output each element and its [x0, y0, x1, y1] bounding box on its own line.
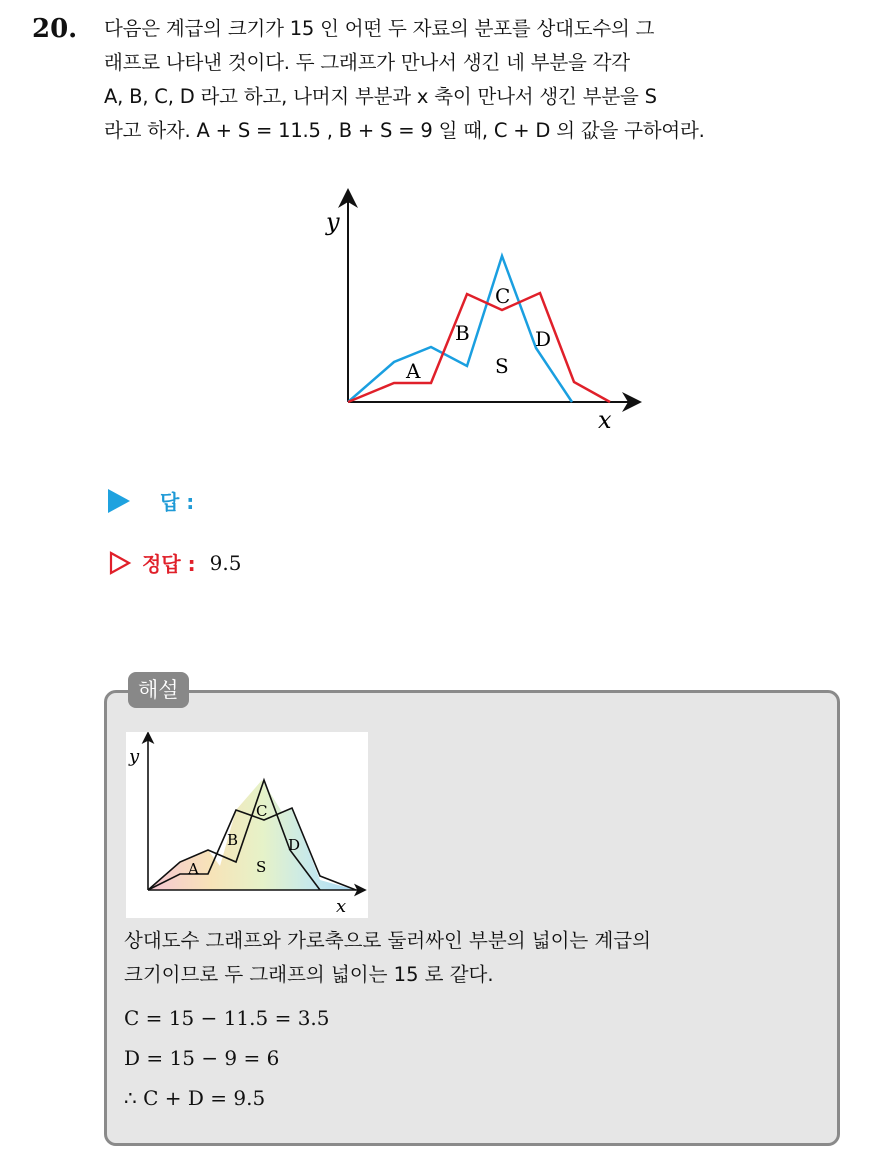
- region-label-s: S: [495, 354, 509, 378]
- x-axis-label: x: [598, 406, 612, 434]
- solution-line: 상대도수 그래프와 가로축으로 둘러싸인 부분의 넓이는 계급의: [124, 929, 651, 952]
- solution-equation-c: C = 15 − 11.5 = 3.5: [124, 1006, 330, 1030]
- solution-region-s: S: [256, 858, 267, 876]
- question-line: 다음은 계급의 크기가 15 인 어떤 두 자료의 분포를 상대도수의 그: [104, 17, 655, 40]
- solution-region-d: D: [288, 836, 301, 854]
- answer-label: 답 :: [160, 490, 195, 514]
- solution-text: [124, 924, 832, 992]
- question-line: 라고 하자. A + S = 11.5 , B + S = 9 일 때, C + D 의 값을 구하여라.: [104, 119, 705, 142]
- solution-equation-result: ∴ C + D = 9.5: [124, 1086, 266, 1110]
- y-axis-label: y: [326, 208, 340, 236]
- solution-region-a: A: [188, 860, 199, 878]
- play-triangle-icon: [108, 489, 130, 513]
- outline-triangle-icon: [108, 551, 132, 575]
- region-label-d: D: [535, 327, 552, 351]
- solution-region-c: C: [256, 802, 268, 820]
- solution-region-b: B: [227, 831, 239, 849]
- region-label-b: B: [455, 321, 470, 345]
- question-text: [104, 12, 864, 148]
- frequency-polygon-graph: [310, 188, 650, 438]
- solution-line: 크기이므로 두 그래프의 넓이는 15 로 같다.: [124, 963, 494, 986]
- red-polygon: [348, 293, 610, 402]
- question-line: A, B, C, D 라고 하고, 나머지 부분과 x 축이 만나서 생긴 부분을 S: [104, 85, 657, 108]
- solution-x-label: x: [336, 896, 347, 917]
- question-number: 20.: [32, 14, 78, 44]
- correct-answer-label: 정답 :: [142, 552, 196, 576]
- shaded-area: [148, 780, 356, 890]
- question-line: 래프로 나타낸 것이다. 두 그래프가 만나서 생긴 네 부분을 각각: [104, 51, 630, 74]
- solution-graph: [126, 732, 368, 918]
- correct-answer-row: [108, 548, 241, 577]
- solution-tag: 해설: [128, 672, 189, 708]
- correct-answer-value: 9.5: [209, 550, 242, 575]
- solution-equation-d: D = 15 − 9 = 6: [124, 1046, 280, 1070]
- solution-y-label: y: [129, 746, 140, 767]
- answer-input-row: [108, 486, 194, 515]
- region-label-a: A: [406, 359, 421, 383]
- region-label-c: C: [495, 284, 511, 308]
